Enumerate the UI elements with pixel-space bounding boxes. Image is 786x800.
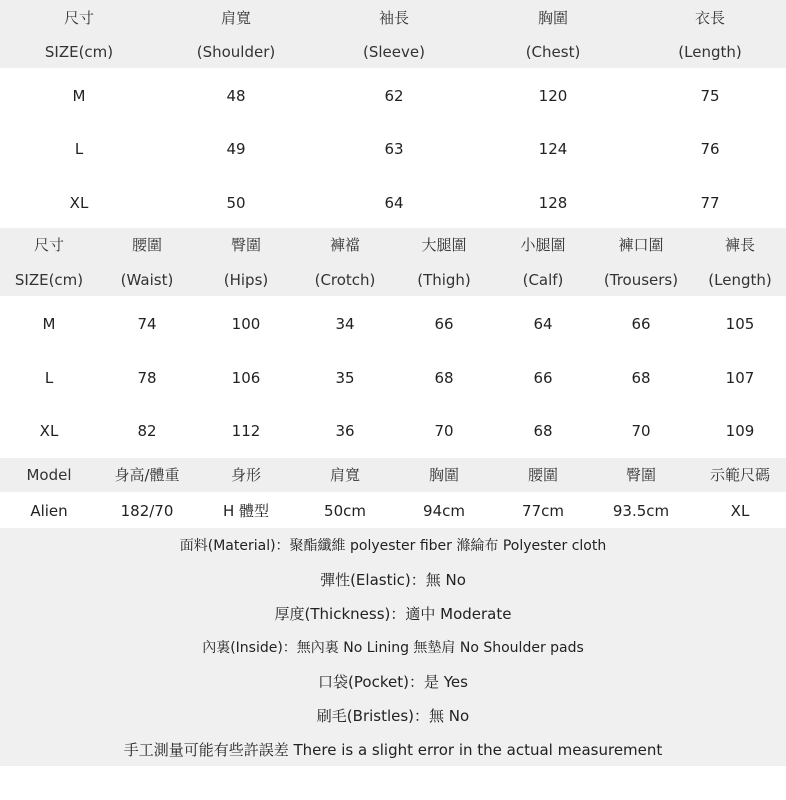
model-value-size: XL [730,502,750,520]
pants-row-m-hips: 100 [231,315,261,333]
model-header-height-weight: 身高/體重 [114,466,180,484]
top-row-l-sleeve: 63 [384,140,404,158]
pants-row-m-length: 105 [725,315,755,333]
pants-row-m-trousers: 66 [631,315,651,333]
model-value-body-shape: H 體型 [222,502,270,520]
pants-header-hips-en: (Hips) [223,271,269,289]
pants-header-trousers-en: (Trousers) [603,271,679,289]
top-header-chest-en: (Chest) [525,43,581,61]
top-row-m-sleeve: 62 [384,87,404,105]
pants-row-xl-calf: 68 [533,422,553,440]
model-header-chest: 胸圍 [428,466,460,484]
top-header-sleeve-cn: 袖長 [378,9,410,27]
pants-row-xl-hips: 112 [231,422,261,440]
product-notes [0,528,786,766]
pants-header-calf-en: (Calf) [522,271,564,289]
pants-row-l-thigh: 68 [434,369,454,387]
top-row-xl-chest: 128 [538,194,568,212]
pants-row-xl-thigh: 70 [434,422,454,440]
top-row-m-chest: 120 [538,87,568,105]
pants-header-length-en: (Length) [708,271,772,289]
note-thickness: 厚度(Thickness)：適中 Moderate [274,605,512,623]
note-pocket: 口袋(Pocket)：是 Yes [318,673,468,691]
note-inside: 內裏(Inside)：無內裏 No Lining 無墊肩 No Shoulder pads [202,640,584,656]
pants-header-waist-en: (Waist) [120,271,174,289]
pants-header-calf-cn: 小腿圍 [520,236,566,254]
top-header-chest-cn: 胸圍 [537,9,569,27]
model-value-height-weight: 182/70 [120,502,174,520]
top-row-l-chest: 124 [538,140,568,158]
top-header-length-en: (Length) [678,43,742,61]
pants-row-m-size: M [42,315,56,333]
top-header-size-cn: 尺寸 [63,9,95,27]
pants-row-m-waist: 74 [137,315,157,333]
pants-header-length-cn: 褲長 [724,236,756,254]
pants-header-crotch-cn: 褲襠 [329,236,361,254]
pants-size-table [0,228,786,456]
model-value-waist: 77cm [522,502,564,520]
top-row-xl-sleeve: 64 [384,194,404,212]
pants-row-l-length: 107 [725,369,755,387]
top-row-xl-length: 77 [700,194,720,212]
top-row-xl-size: XL [69,194,89,212]
note-elastic: 彈性(Elastic)：無 No [320,571,466,589]
model-header-model: Model [26,466,72,484]
note-bristles: 刷毛(Bristles)：無 No [316,707,470,725]
pants-row-l-trousers: 68 [631,369,651,387]
top-row-xl-shoulder: 50 [226,194,246,212]
pants-row-m-thigh: 66 [434,315,454,333]
pants-row-m-calf: 64 [533,315,553,333]
pants-row-xl-crotch: 36 [335,422,355,440]
model-header-size: 示範尺碼 [709,466,771,484]
pants-header-trousers-cn: 褲口圍 [618,236,664,254]
model-header-body-shape: 身形 [230,466,262,484]
top-row-l-length: 76 [700,140,720,158]
top-row-m-size: M [72,87,86,105]
top-row-m-shoulder: 48 [226,87,246,105]
pants-header-crotch-en: (Crotch) [314,271,376,289]
model-value-shoulder: 50cm [324,502,366,520]
pants-row-l-crotch: 35 [335,369,355,387]
pants-row-xl-length: 109 [725,422,755,440]
model-header-waist: 腰圍 [527,466,559,484]
top-header-shoulder-cn: 肩寬 [220,9,252,27]
model-value-chest: 94cm [423,502,465,520]
model-table [0,458,786,526]
top-row-l-shoulder: 49 [226,140,246,158]
pants-header-waist-cn: 腰圍 [131,236,163,254]
pants-header-size-cn: 尺寸 [33,236,65,254]
model-header-shoulder: 肩寬 [329,466,361,484]
note-material: 面料(Material)：聚酯纖維 polyester fiber 滌綸布 Polyester cloth [179,538,607,554]
top-header-size-en: SIZE(cm) [44,43,114,61]
pants-header-size-en: SIZE(cm) [14,271,84,289]
pants-row-m-crotch: 34 [335,315,355,333]
model-header-hips: 臀圍 [625,466,657,484]
model-value-name: Alien [30,502,68,520]
pants-row-xl-trousers: 70 [631,422,651,440]
pants-row-l-hips: 106 [231,369,261,387]
top-header-sleeve-en: (Sleeve) [363,43,425,61]
pants-row-xl-waist: 82 [137,422,157,440]
pants-header-thigh-cn: 大腿圍 [421,236,467,254]
top-header-length-cn: 衣長 [694,9,726,27]
pants-row-l-size: L [44,369,54,387]
top-row-m-length: 75 [700,87,720,105]
top-row-l-size: L [74,140,84,158]
note-measurement-error: 手工測量可能有些許誤差 There is a slight error in the actual measurement [123,741,663,759]
top-size-table [0,0,786,226]
pants-header-hips-cn: 臀圍 [230,236,262,254]
top-header-shoulder-en: (Shoulder) [196,43,276,61]
pants-header-thigh-en: (Thigh) [417,271,471,289]
model-value-hips: 93.5cm [612,502,670,520]
pants-row-l-calf: 66 [533,369,553,387]
pants-row-l-waist: 78 [137,369,157,387]
pants-row-xl-size: XL [39,422,59,440]
